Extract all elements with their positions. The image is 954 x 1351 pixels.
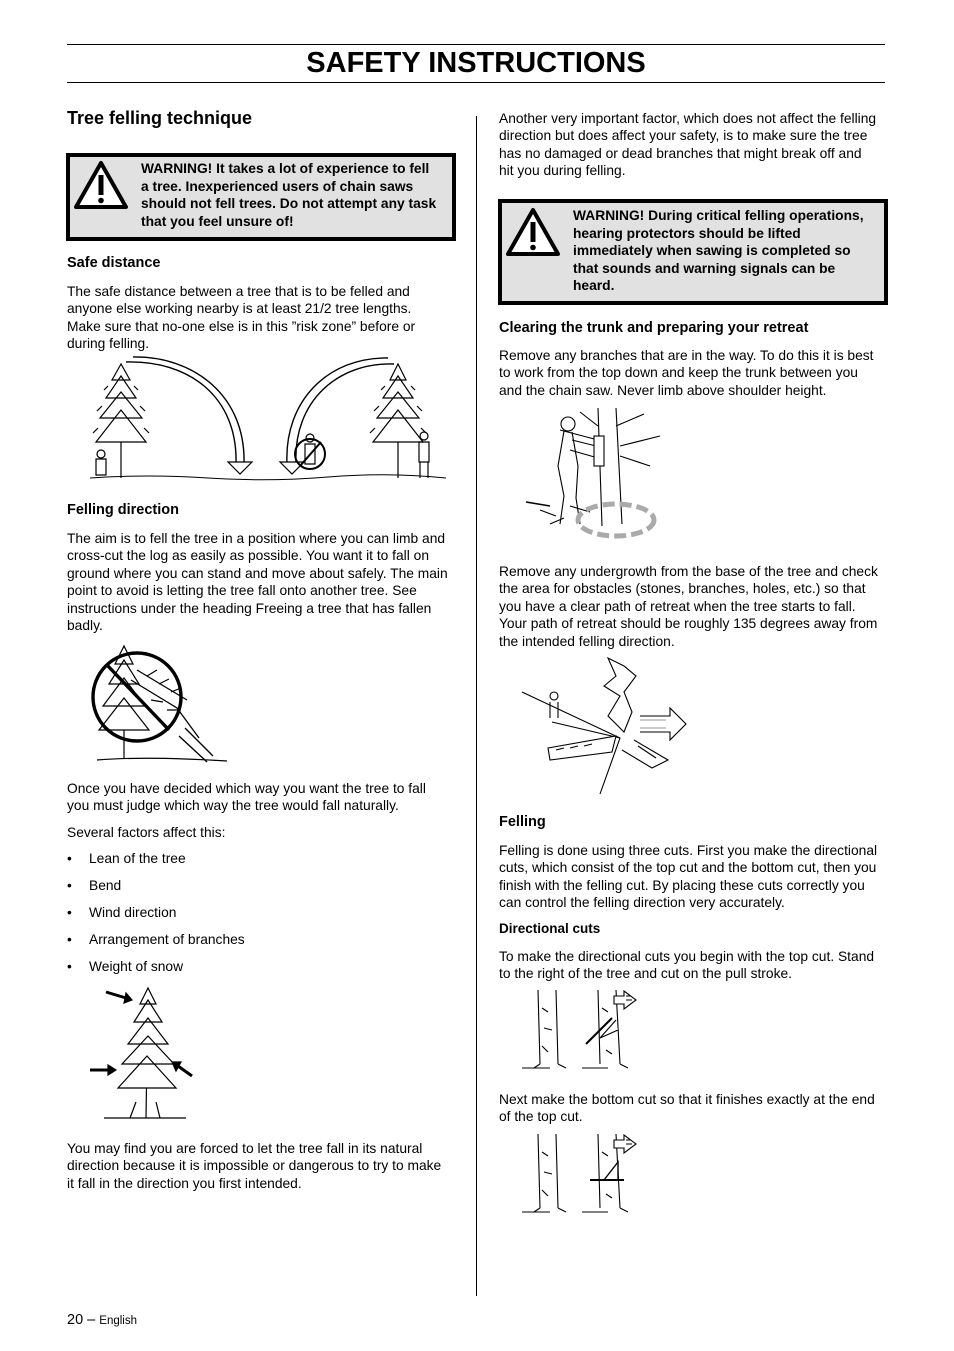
safe-distance-text: The safe distance between a tree that is to be felled and anyone else working nearby is at least 21/2 tree lengths. Make sure that no-one else is in this ”risk zone” before or during felling. — [67, 284, 416, 352]
factor-item: Arrangement of branches — [89, 932, 245, 947]
safe-distance-heading: Safe distance — [67, 255, 161, 271]
felling-text: Felling is done using three cuts. First you make the directional cuts, which consist of the top cut and the bottom cut, then you finish with the felling cut. By placing these cuts correctly you can control the felling direction very accurately. — [499, 843, 878, 911]
factor-item: Bend — [89, 878, 122, 893]
undergrowth-text: Remove any undergrowth from the base of the tree and check the area for obstacles (stones, branches, holes, etc.) so that you have a clear path of retreat when the tree starts to fall. Your path of retreat should be roughly 135 degrees away from the intended felling direction. — [499, 564, 878, 649]
clearing-heading: Clearing the trunk and preparing your retreat — [499, 320, 809, 336]
page-header — [67, 44, 885, 83]
factor-item: Weight of snow — [89, 959, 184, 974]
bottom-cut-illustration — [520, 1132, 650, 1214]
factor-item: Lean of the tree — [89, 851, 186, 866]
natural-fall-factors-illustration — [86, 984, 206, 1124]
bullet: • — [67, 878, 72, 893]
dead-branches-text: Another very important factor, which does not affect the felling direction but does affect your safety, is to make sure the tree has no damaged or dead branches that might break off and hit you during felling. — [499, 111, 877, 179]
bullet: • — [67, 959, 72, 974]
clearing-text: Remove any branches that are in the way. To do this it is best to work from the top down and keep the trunk between you and the chain saw. Never limb above shoulder height. — [499, 348, 874, 398]
directional-cuts-text: To make the directional cuts you begin with the top cut. Stand to the right of the tree and cut on the pull stroke. — [499, 949, 875, 982]
no-fall-onto-tree-illustration — [87, 640, 237, 764]
column-divider — [476, 116, 477, 1296]
footer-dash: – — [87, 1312, 96, 1328]
factors-intro: Several factors affect this: — [67, 825, 226, 840]
felling-direction-text: The aim is to fell the tree in a position where you can limb and cross-cut the log as easily as possible. You want it to fall on ground where you can stand and move about safely. The main point to avoid is letting the tree fall onto another tree. See instructions under the heading Freeing a tree that has fallen badly. — [67, 531, 448, 634]
page-number: 20 — [67, 1312, 84, 1328]
directional-cuts-heading: Directional cuts — [499, 921, 601, 936]
page-title: SAFETY INSTRUCTIONS — [306, 47, 646, 79]
forced-direction-text: You may find you are forced to let the tree fall in its natural direction because it is impossible or dangerous to try to make it fall in the direction you first intended. — [67, 1141, 442, 1191]
retreat-path-illustration — [520, 656, 690, 796]
felling-direction-heading: Felling direction — [67, 502, 179, 518]
section-title: Tree felling technique — [67, 108, 253, 128]
safe-distance-illustration — [88, 356, 448, 486]
bullet: • — [67, 932, 72, 947]
warning-text: WARNING! During critical felling operations, hearing protectors should be lifted immediately when sawing is completed so that sounds and warning signals can be heard. — [573, 208, 864, 294]
warning-box-experience — [66, 153, 456, 241]
warning-triangle-icon — [73, 160, 129, 210]
bottom-cut-text: Next make the bottom cut so that it finishes exactly at the end of the top cut. — [499, 1092, 875, 1125]
limbing-illustration — [520, 406, 670, 546]
felling-heading: Felling — [499, 814, 546, 830]
page-footer — [67, 1312, 137, 1328]
factor-item: Wind direction — [89, 905, 177, 920]
judge-text: Once you have decided which way you want the tree to fall you must judge which way the tree would fall naturally. — [67, 781, 426, 814]
top-cut-illustration — [520, 988, 650, 1070]
warning-box-hearing — [498, 199, 888, 305]
bullet: • — [67, 851, 72, 866]
bullet: • — [67, 905, 72, 920]
warning-text: WARNING! It takes a lot of experience to fell a tree. Inexperienced users of chain saws should not fell trees. Do not attempt any task that you feel unsure of! — [141, 161, 437, 229]
warning-triangle-icon — [505, 207, 561, 257]
footer-language: English — [99, 1315, 137, 1327]
